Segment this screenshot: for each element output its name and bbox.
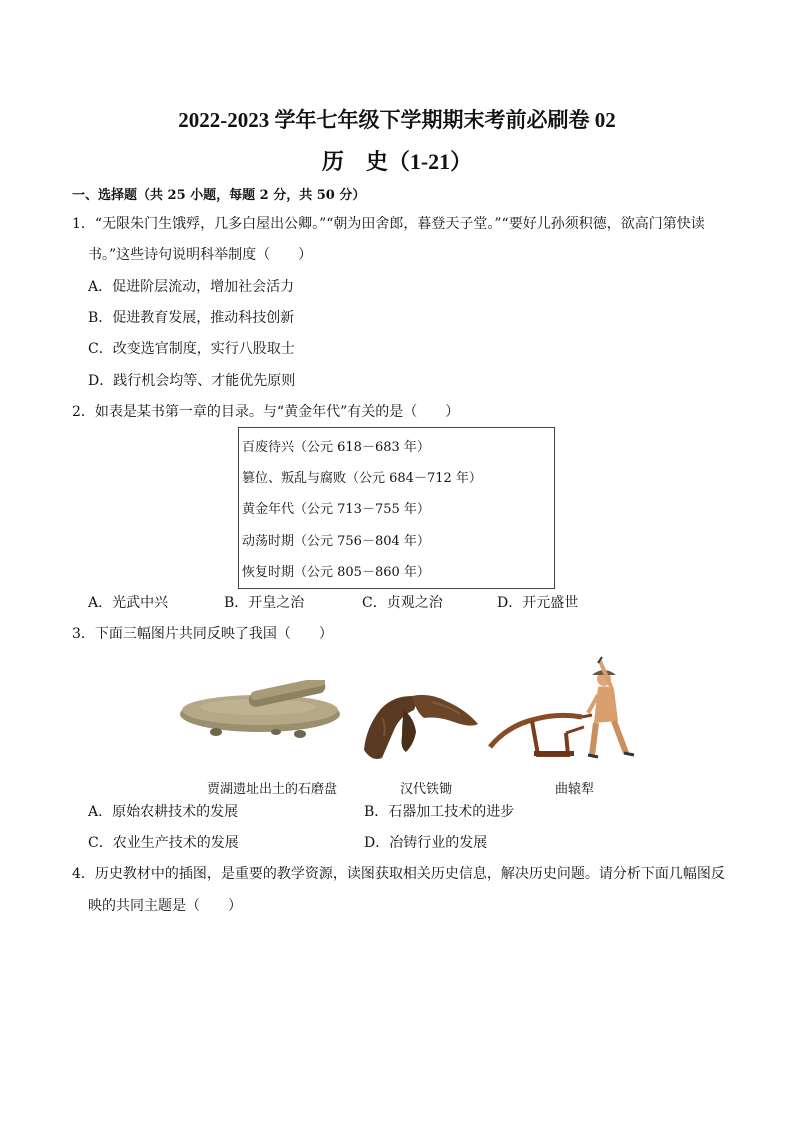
toc-row: 篡位、叛乱与腐败（公元 684－712 年） bbox=[242, 471, 482, 486]
toc-row: 恢复时期（公元 805－860 年） bbox=[242, 565, 430, 580]
question-1-stem-line2: 书。”这些诗句说明科举制度（ ） bbox=[88, 247, 313, 263]
question-3-option-b: B．石器加工技术的进步 bbox=[364, 804, 515, 820]
question-1-option-b: B．促进教育发展，推动科技创新 bbox=[88, 310, 295, 326]
caption-stone-grinding-slab: 贾湖遗址出土的石磨盘 bbox=[207, 782, 338, 797]
question-3-stem: 3．下面三幅图片共同反映了我国（ ） bbox=[72, 626, 333, 642]
section-heading: 一、选择题（共 25 小题，每题 2 分，共 50 分） bbox=[72, 188, 366, 203]
question-1-option-c: C．改变选官制度，实行八股取士 bbox=[88, 341, 295, 357]
question-2-option-d: D．开元盛世 bbox=[497, 595, 579, 611]
question-2-option-b: B．开皇之治 bbox=[224, 595, 305, 611]
caption-curved-shaft-plough: 曲辕犁 bbox=[555, 782, 595, 797]
question-1-option-d: D．践行机会均等、才能优先原则 bbox=[88, 373, 296, 389]
iron-hoe-image bbox=[356, 688, 482, 770]
question-2-stem: 2．如表是某书第一章的目录。与“黄金年代”有关的是（ ） bbox=[72, 404, 460, 420]
toc-row: 黄金年代（公元 713－755 年） bbox=[242, 502, 430, 517]
exam-title: 2022-2023 学年七年级下学期期末考前必刷卷 02 bbox=[178, 108, 616, 132]
toc-row: 动荡时期（公元 756－804 年） bbox=[242, 534, 430, 549]
question-4-stem-line1: 4．历史教材中的插图，是重要的教学资源，读图获取相关历史信息，解决历史问题。请分析下面几幅图反 bbox=[72, 866, 725, 882]
caption-iron-hoe: 汉代铁锄 bbox=[400, 782, 453, 797]
question-2-option-a: A．光武中兴 bbox=[88, 595, 169, 611]
toc-row: 百废待兴（公元 618－683 年） bbox=[242, 440, 430, 455]
question-1-stem-line1: 1．“无限朱门生饿殍，几多白屋出公卿。”“朝为田舍郎，暮登天子堂。”“要好儿孙须积德，欲高门第快读 bbox=[72, 216, 705, 232]
curved-shaft-plough-image bbox=[488, 655, 636, 767]
question-2-option-c: C．贞观之治 bbox=[362, 595, 443, 611]
question-4-stem-line2: 映的共同主题是（ ） bbox=[88, 898, 242, 914]
subject-title: 历 史（1-21） bbox=[321, 149, 473, 174]
question-1-option-a: A．促进阶层流动，增加社会活力 bbox=[88, 279, 295, 295]
question-3-option-c: C．农业生产技术的发展 bbox=[88, 835, 239, 851]
question-3-option-a: A．原始农耕技术的发展 bbox=[88, 804, 239, 820]
question-3-option-d: D．冶铸行业的发展 bbox=[364, 835, 488, 851]
stone-grinding-slab-image bbox=[178, 680, 344, 742]
